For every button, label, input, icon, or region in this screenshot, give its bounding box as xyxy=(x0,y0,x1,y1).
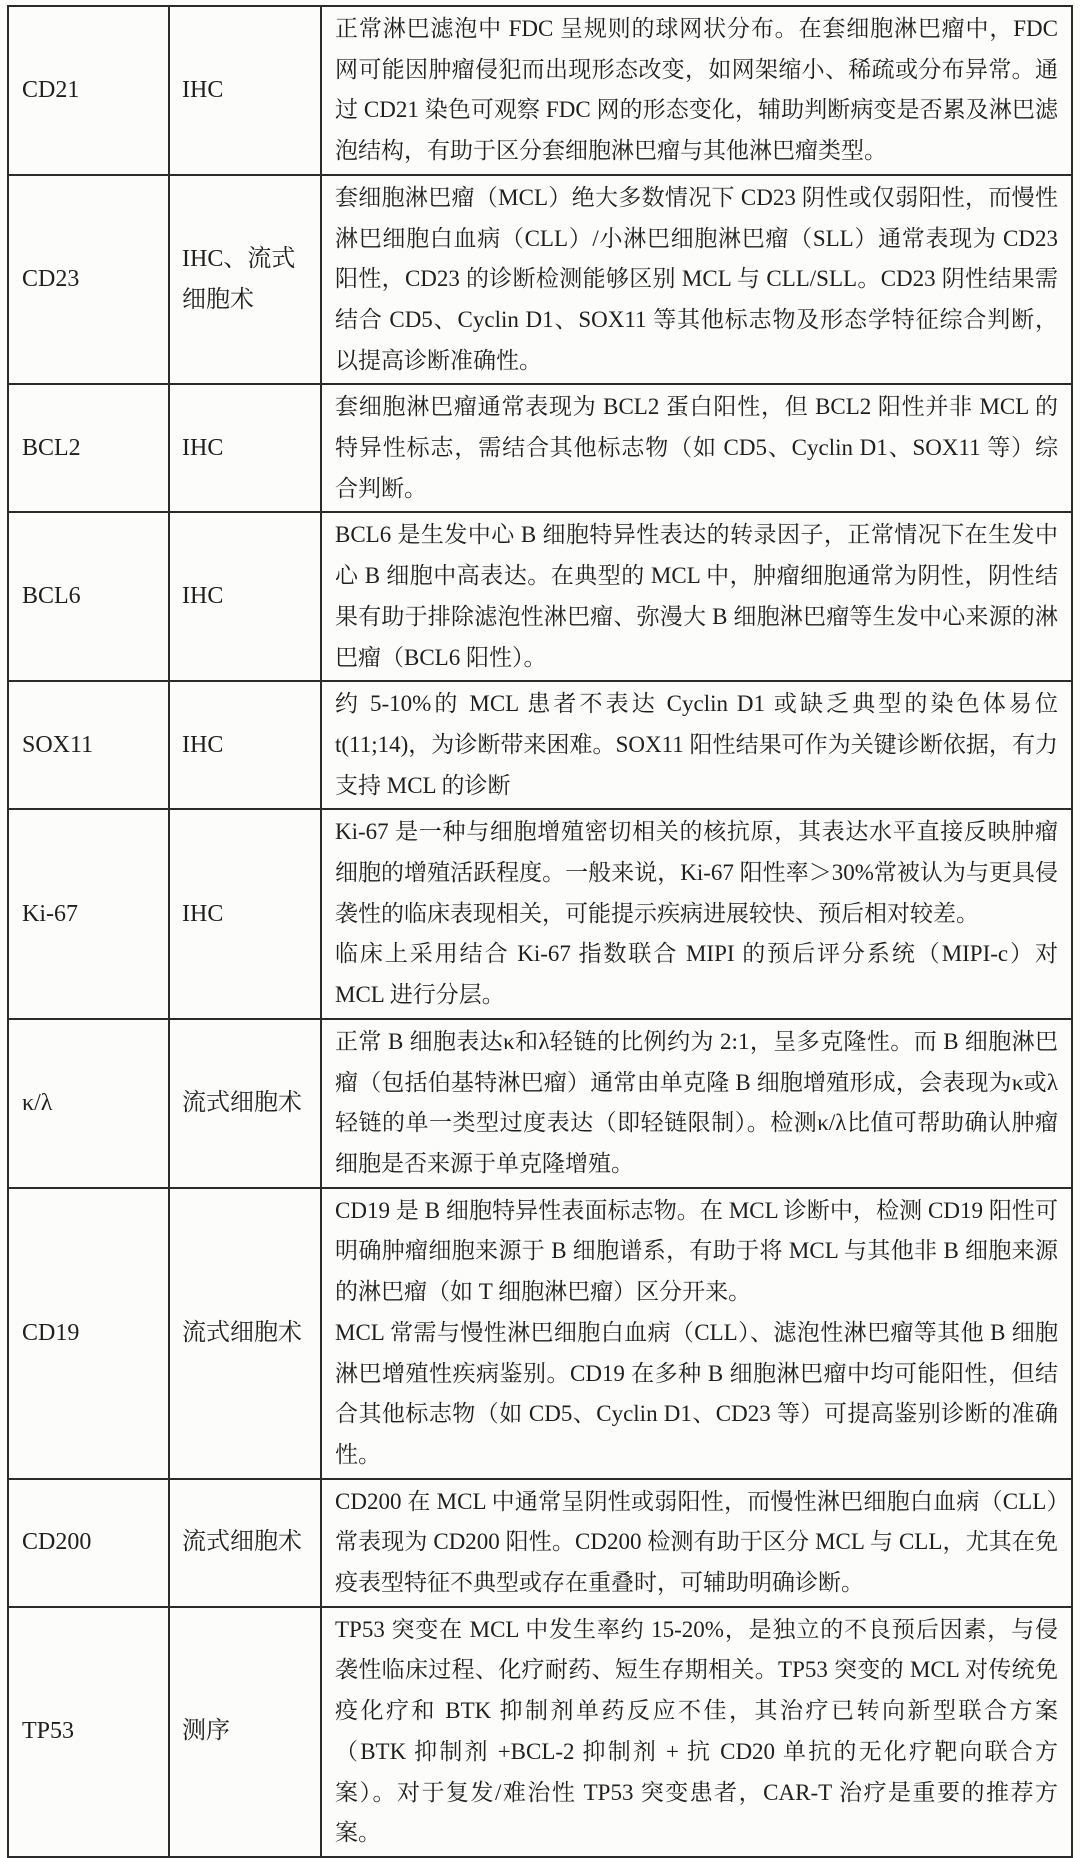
method-cell: IHC xyxy=(169,681,321,809)
table-row xyxy=(8,6,1072,175)
marker-cell: κ/λ xyxy=(8,1019,169,1188)
description-cell xyxy=(321,1188,1072,1479)
description-cell xyxy=(321,1479,1072,1607)
marker-cell: BCL2 xyxy=(8,384,169,512)
table-row xyxy=(8,1188,1072,1479)
method-cell: IHC、流式细胞术 xyxy=(169,175,321,385)
marker-cell: Ki-67 xyxy=(8,809,169,1019)
marker-cell: CD21 xyxy=(8,6,169,175)
description-cell xyxy=(321,1607,1072,1857)
table-row xyxy=(8,384,1072,512)
diagnostic-marker-table xyxy=(7,5,1073,1858)
method-cell: IHC xyxy=(169,384,321,512)
table-body xyxy=(8,6,1072,1857)
table-row xyxy=(8,175,1072,385)
marker-cell: SOX11 xyxy=(8,681,169,809)
marker-cell: CD23 xyxy=(8,175,169,385)
table-row xyxy=(8,1479,1072,1607)
table-row xyxy=(8,512,1072,681)
method-cell: IHC xyxy=(169,512,321,681)
method-cell: 流式细胞术 xyxy=(169,1019,321,1188)
method-cell: IHC xyxy=(169,809,321,1019)
description-paragraph: 套细胞淋巴瘤（MCL）绝大多数情况下 CD23 阴性或仅弱阳性，而慢性淋巴细胞白血病（CLL）/小淋巴细胞淋巴瘤（SLL）通常表现为 CD23 阳性，CD23 的诊断检测能够区别 MCL 与 CLL/SLL。CD23 阴性结果需结合 CD5、Cyclin D1、SOX11 等其他标志物及形态学特征综合判断，以提高诊断准确性。 xyxy=(335,184,1058,373)
description-paragraph: CD19 是 B 细胞特异性表面标志物。在 MCL 诊断中，检测 CD19 阳性可明确肿瘤细胞来源于 B 细胞谱系，有助于将 MCL 与其他非 B 细胞来源的淋巴瘤（如 T 细胞淋巴瘤）区分开来。 xyxy=(335,1197,1058,1305)
description-paragraph: BCL6 是生发中心 B 细胞特异性表达的转录因子，正常情况下在生发中心 B 细胞中高表达。在典型的 MCL 中，肿瘤细胞通常为阴性，阴性结果有助于排除滤泡性淋巴瘤、弥漫大 B 细胞淋巴瘤等生发中心来源的淋巴瘤（BCL6 阳性）。 xyxy=(335,522,1058,670)
marker-cell: CD19 xyxy=(8,1188,169,1479)
description-paragraph: CD200 在 MCL 中通常呈阴性或弱阳性，而慢性淋巴细胞白血病（CLL）常表现为 CD200 阳性。CD200 检测有助于区分 MCL 与 CLL，尤其在免疫表型特征不典型或存在重叠时，可辅助明确诊断。 xyxy=(335,1488,1059,1596)
description-cell xyxy=(321,809,1072,1019)
description-paragraph: 临床上采用结合 Ki-67 指数联合 MIPI 的预后评分系统（MIPI-c）对 MCL 进行分层。 xyxy=(335,941,1058,1008)
table-row xyxy=(8,1019,1072,1188)
marker-cell: CD200 xyxy=(8,1479,169,1607)
method-cell: 流式细胞术 xyxy=(169,1479,321,1607)
description-cell xyxy=(321,175,1072,385)
method-cell: IHC xyxy=(169,6,321,175)
description-paragraph: 正常淋巴滤泡中 FDC 呈规则的球网状分布。在套细胞淋巴瘤中，FDC 网可能因肿瘤侵犯而出现形态改变，如网架缩小、稀疏或分布异常。通过 CD21 染色可观察 FDC 网的形态变化，辅助判断病变是否累及淋巴滤泡结构，有助于区分套细胞淋巴瘤与其他淋巴瘤类型。 xyxy=(335,16,1058,164)
description-cell xyxy=(321,681,1072,809)
description-cell xyxy=(321,6,1072,175)
marker-cell: BCL6 xyxy=(8,512,169,681)
description-paragraph: 正常 B 细胞表达κ和λ轻链的比例约为 2:1，呈多克隆性。而 B 细胞淋巴瘤（包括伯基特淋巴瘤）通常由单克隆 B 细胞增殖形成，会表现为κ或λ轻链的单一类型过度表达（即轻链限制）。检测κ/λ比值可帮助确认肿瘤细胞是否来源于单克隆增殖。 xyxy=(335,1028,1058,1176)
description-paragraph: MCL 常需与慢性淋巴细胞白血病（CLL）、滤泡性淋巴瘤等其他 B 细胞淋巴增殖性疾病鉴别。CD19 在多种 B 细胞淋巴瘤中均可能阳性，但结合其他标志物（如 CD5、Cyclin D1、CD23 等）可提高鉴别诊断的准确性。 xyxy=(335,1319,1058,1467)
description-paragraph: 约 5-10%的 MCL 患者不表达 Cyclin D1 或缺乏典型的染色体易位 t(11;14)，为诊断带来困难。SOX11 阳性结果可作为关键诊断依据，有力支持 MCL 的诊断 xyxy=(335,691,1058,798)
description-cell xyxy=(321,1019,1072,1188)
table-row xyxy=(8,809,1072,1019)
table-row xyxy=(8,1607,1072,1857)
table-row xyxy=(8,681,1072,809)
description-paragraph: Ki-67 是一种与细胞增殖密切相关的核抗原，其表达水平直接反映肿瘤细胞的增殖活跃程度。一般来说，Ki-67 阳性率＞30%常被认为与更具侵袭性的临床表现相关，可能提示疾病进展较快、预后相对较差。 xyxy=(335,819,1058,926)
description-paragraph: 套细胞淋巴瘤通常表现为 BCL2 蛋白阳性，但 BCL2 阳性并非 MCL 的特异性标志，需结合其他标志物（如 CD5、Cyclin D1、SOX11 等）综合判断。 xyxy=(335,394,1058,501)
method-cell: 流式细胞术 xyxy=(169,1188,321,1479)
description-cell xyxy=(321,384,1072,512)
description-paragraph: TP53 突变在 MCL 中发生率约 15-20%，是独立的不良预后因素，与侵袭性临床过程、化疗耐药、短生存期相关。TP53 突变的 MCL 对传统免疫化疗和 BTK 抑制剂单药反应不佳，其治疗已转向新型联合方案（BTK 抑制剂 +BCL-2 抑制剂 + 抗 CD20 单抗的无化疗靶向联合方案）。对于复发/难治性 TP53 突变患者，CAR-T 治疗是重要的推荐方案。 xyxy=(335,1616,1058,1846)
marker-cell: TP53 xyxy=(8,1607,169,1857)
description-cell xyxy=(321,512,1072,681)
method-cell: 测序 xyxy=(169,1607,321,1857)
